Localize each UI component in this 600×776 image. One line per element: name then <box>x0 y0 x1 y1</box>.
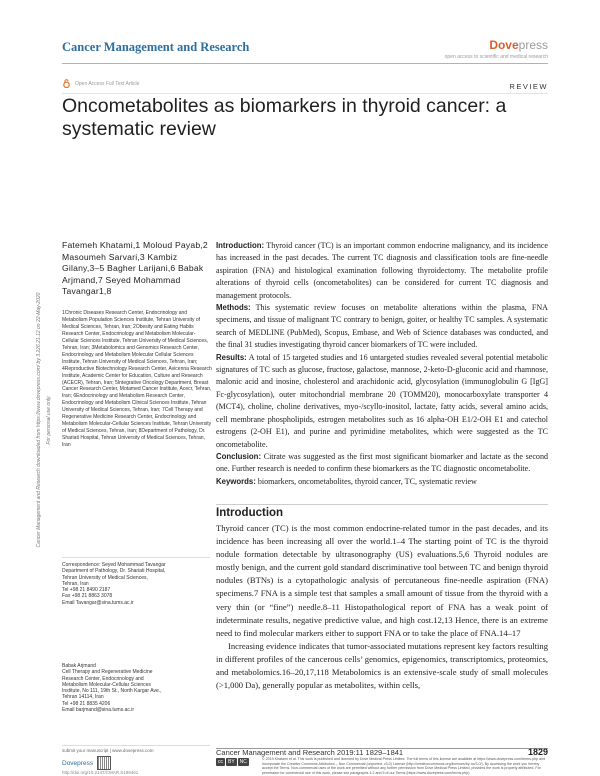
correspondence-primary: Correspondence: Seyed Mohammad Tavangar Department of Pathology, Dr. Shariati Hospital, Tehran University of Medical Sciences, Tehran, Iran Tel +98 21 8490 2187 Fax +98 21 8863 3078 Email Tavangar@sina.tums.ac.ir <box>62 562 166 606</box>
publisher-tagline: open access to scientific and medical research <box>444 54 548 60</box>
title-rule <box>62 93 548 94</box>
abstract-results <box>216 352 548 451</box>
download-note-text: Cancer Management and Research downloaded from https://www.dovepress.com/ by 3.226.21.12 on 22-May-2020 <box>36 292 42 548</box>
abstract-methods-text: This systematic review focuses on metabolite alterations within the plasma, FNA specimens, and tissue of malignant TC contrary to benign, goiter, or healthy TC samples. A systematic search of MEDLINE (PubMed), Scopus, Embase, and Web of Science databases was conducted, and the final 31 studies investigating thyroid cancer biomarkers of TC were included. <box>216 303 548 350</box>
abstract-results-label: Results: <box>216 352 247 362</box>
abstract-methods-label: Methods: <box>216 303 251 313</box>
introduction-heading: Introduction <box>216 507 284 519</box>
open-access-text: Open Access Full Text Article <box>75 80 140 87</box>
header-rule <box>62 63 548 64</box>
dovepress-footer-text: Dovepress <box>62 759 94 767</box>
open-access-label <box>62 79 139 88</box>
brand-dove: Dove <box>489 38 519 52</box>
footer-citation: Cancer Management and Research 2019:11 1829–1841 <box>216 748 404 757</box>
journal-name[interactable]: Cancer Management and Research <box>62 40 250 54</box>
open-access-icon <box>62 79 71 88</box>
abstract-intro-text: Thyroid cancer (TC) is an important common endocrine malignancy, and its incidence has increased in the past decades. The current TC diagnosis and classification tools are fine-needle aspiration (FNA) and histological examination following thyroidectomy. The metabolite profile alterations of thyroid cells (oncometabolites) can be considered for current TC diagnosis and management protocols. <box>216 241 548 300</box>
abstract-keywords-text: biomarkers, oncometabolites, thyroid cancer, TC, systematic review <box>255 476 477 486</box>
correspondence-secondary: Babak Arjmand Cell Therapy and Regenerative Medicine Research Center, Endocrinology and Metabolism Molecular-Cellular Sciences Institute, No 111, 19th St., North Kargar Ave., Tehran 14114, Iran Tel +98 21 8835 4206 Email barjmand@sina.tums.ac.ir <box>62 663 162 714</box>
abstract <box>216 240 548 488</box>
personal-use-text: For personal use only. <box>46 395 52 445</box>
abstract-intro-label: Introduction: <box>216 241 265 250</box>
introduction-paragraph-2: Increasing evidence indicates that tumor-associated mutations represent key factors resulting in different profiles of the cancerous cells’ genomics, epigenomics, transcriptomics, proteomics, and metabolomics.16–20,17,118 Metabolomics is an extensive-scale study of small molecules (>1,000 Da), generally popular as metabolites, within cells, <box>216 640 548 691</box>
abstract-conclusion <box>216 451 548 476</box>
cc-icon: cc <box>218 759 223 765</box>
license-text: © 2019 Khatami et al. This work is published and licensed by Dove Medical Press Limited. The full terms of this license are available at https://www.dovepress.com/terms.php and incorporate the Creative Commons Attribution – Non Commercial (unported, v3.0) License (http://creativecommons.org/licenses/by-nc/3.0/). By accessing the work you hereby accept the Terms. Non-commercial uses of the work are permitted without any further permission from Dove Medical Press Limited, provided the work is properly attributed. For permission for commercial use of this work, please see paragraphs 4.2 and 5 of our Terms (https://www.dovepress.com/terms.php). <box>262 757 545 775</box>
abstract-introduction <box>216 240 548 302</box>
affiliations: 1Chronic Diseases Research Center, Endocrinology and Metabolism Population Sciences Institute, Tehran University of Medical Sciences, Tehran, Iran; 2Obesity and Eating Habits Research Center, Endocrinology and Metabolism Molecular-Cellular Sciences Institute, Tehran University of Medical Sciences, Tehran, Iran; 3Metabolomics and Genomics Research Center, Endocrinology and Metabolism Molecular Cellular Sciences Institute, Tehran University of Medical Sciences, Tehran, Iran; 4Reproductive Biotechnology Research Center, Avicenna Research Institute, Academic Center for Education, Culture and Research (ACECR), Tehran, Iran; 5Integrative Oncology Department, Breast Cancer Research Center, Motamed Cancer Institute, Acecr, Tehran, Iran; 6Endocrinology and Metabolism Research Center, Endocrinology and Metabolism Clinical Sciences Institute, Tehran University of Medical Sciences, Tehran, Iran; 7Cell Therapy and Regenerative Medicine Research Center, Endocrinology and Metabolism Molecular-Cellular Sciences Institute, Tehran University of Medical Sciences, Tehran, Iran; 8Department of Pathology, Dr. Shariati Hospital, Tehran University of Medical Sciences, Tehran, Iran <box>62 310 212 449</box>
abstract-keywords-label: Keywords: <box>216 476 256 486</box>
introduction-paragraph-1: Thyroid cancer (TC) is the most common endocrine-related tumor in the past decades, and its incidence has been increasing all over the world.1–4 The starting point of TC is the thyroid nodule formation detectable by ultrasonography (US) evaluations.5,6 Thyroid nodules are mostly benign, and the current gold standard discriminative tool between TC and benign thyroid nodules (BTNs) is a cytopathologic analysis of percutaneous fine-needle aspiration (FNA) specimens.7 FNA is a simple test that samples a small amount of tissue from the thyroid with a very thin (or “fine”) needle.8–11 Histopathological report of FNA has a weak point of indeterminate results, negative predictive value, and high cost.12,13 Hence, there is an extreme need to find molecular markers either to support FNA or to take the place of FNA.14–17 <box>216 523 548 638</box>
doi-link[interactable]: http://doi.org/10.2147/CMAR.S199461 <box>62 770 139 775</box>
abstract-conclusion-text: Citrate was suggested as the first most significant biomarker and lactate as the second one. Further research is needed to confirm these biomarkers as the TC diagnostic oncometabolite. <box>216 451 548 474</box>
introduction-body <box>216 522 548 692</box>
personal-use-note <box>43 135 55 705</box>
creative-commons-badge[interactable] <box>216 758 249 766</box>
abstract-results-text: A total of 15 targeted studies and 16 untargeted studies revealed several potential metabolic signatures of TC such as glucose, fructose, galactose, mannose, 2-keto-D-gluconic acid and rhamnose, malonic acid and inosine, cholesterol and arachidonic acid, glycosylation (immunoglobulin G [IgG] Fc-glycosylation), outer mitochondrial membrane 20 (TOMM20), monocarboxylate transporter 4 (MCT4), choline, choline derivatives, myo-/scyllo-inositol, lactate, fatty acids, several amino acids, cell membrane phospholipids, estrogen metabolites such as 16 alpha-OH E1/2-OH E1 and catechol estrogens (2-OH E1), and purine and pyrimidine metabolites, which were suggested as the TC oncometabolite. <box>216 352 548 449</box>
article-title: Oncometabolites as biomarkers in thyroid cancer: a systematic review <box>62 95 507 140</box>
brand-press: press <box>518 38 548 52</box>
submit-link[interactable]: submit your manuscript | www.dovepress.com <box>62 748 154 753</box>
abstract-keywords <box>216 476 548 488</box>
author-list: Fatemeh Khatami,1 Moloud Payab,2 Masoumeh Sarvari,3 Kambiz Gilany,3–5 Bagher Larijani,6 Babak Arjmand,7 Seyed Mohammad Tavangar1,8 <box>62 240 208 297</box>
abstract-conclusion-label: Conclusion: <box>216 451 262 461</box>
publisher-logo[interactable] <box>488 38 548 52</box>
page-number: 1829 <box>527 747 548 757</box>
correspondence-rule <box>62 557 210 558</box>
abstract-methods <box>216 302 548 352</box>
left-footer-rule <box>62 745 210 746</box>
dovepress-footer-logo[interactable] <box>62 756 111 770</box>
abstract-rule <box>216 504 548 505</box>
cc-nc-icon: NC <box>239 759 247 765</box>
article-type: REVIEW <box>509 82 548 91</box>
cc-by-icon: BY <box>228 759 235 765</box>
qr-code-icon[interactable] <box>97 756 111 770</box>
